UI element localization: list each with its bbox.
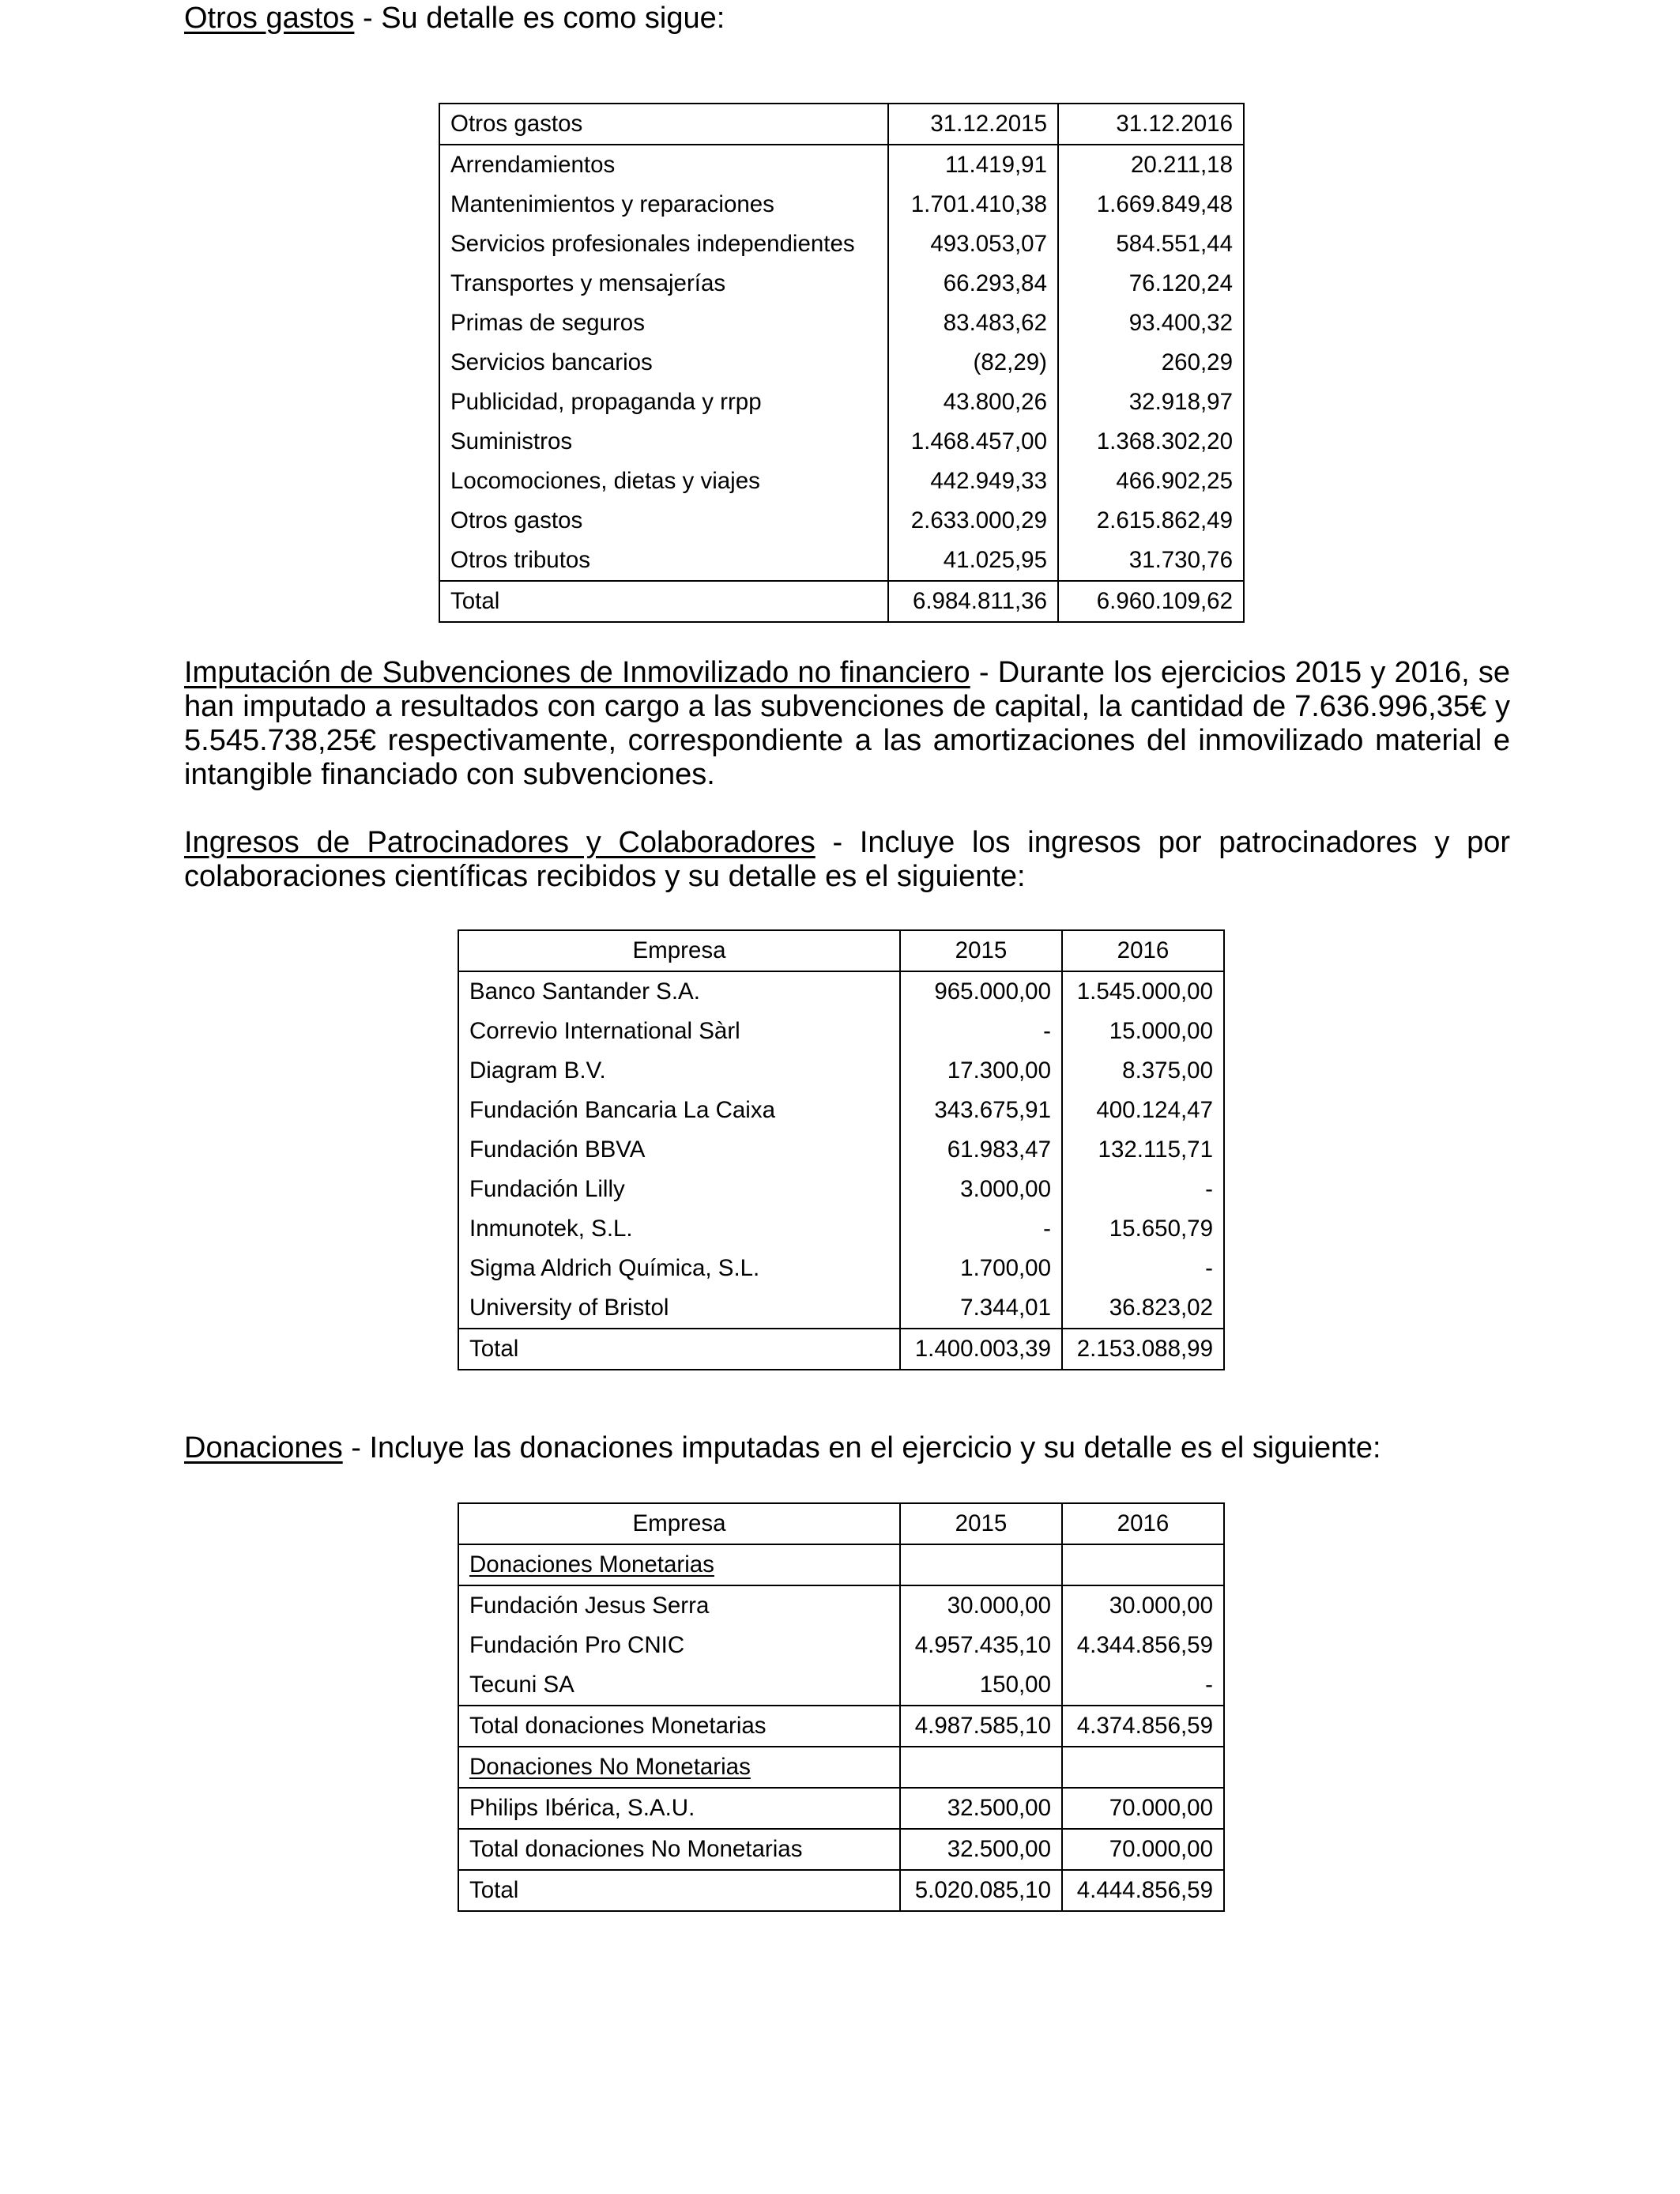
total-2015: 5.020.085,10 xyxy=(900,1870,1062,1911)
total-row xyxy=(439,581,1244,622)
value-2016: 8.375,00 xyxy=(1062,1051,1224,1091)
company-name: Inmunotek, S.L. xyxy=(469,1216,633,1242)
value-2016: 76.120,24 xyxy=(1058,264,1244,303)
section-row xyxy=(458,1544,1224,1585)
value-2015: 1.701.410,38 xyxy=(888,185,1058,224)
value-2015: 83.483,62 xyxy=(888,303,1058,343)
value-2015: 17.300,00 xyxy=(900,1051,1062,1091)
row-label: Otros gastos xyxy=(450,507,583,533)
total-2016: 4.444.856,59 xyxy=(1062,1870,1224,1911)
value-2015: 150,00 xyxy=(900,1665,1062,1706)
value-2015: 11.419,91 xyxy=(888,145,1058,185)
company-name: University of Bristol xyxy=(469,1295,669,1321)
value-2016: 4.344.856,59 xyxy=(1062,1626,1224,1665)
donaciones-heading: Donaciones xyxy=(184,1431,343,1465)
table-row xyxy=(439,264,1244,303)
value-2015: 2.633.000,29 xyxy=(888,501,1058,541)
section-label xyxy=(458,1747,900,1788)
value-2015: 7.344,01 xyxy=(900,1288,1062,1329)
value-2015: 30.000,00 xyxy=(900,1585,1062,1626)
value-2015: 3.000,00 xyxy=(900,1170,1062,1209)
value-2015: - xyxy=(900,1012,1062,1051)
company-name: Fundación BBVA xyxy=(469,1137,646,1163)
value-2016: 36.823,02 xyxy=(1062,1288,1224,1329)
table-row xyxy=(458,1585,1224,1626)
otros-gastos-intro: - Su detalle es como sigue: xyxy=(354,2,725,35)
company-name: Diagram B.V. xyxy=(469,1057,606,1084)
value-2016: 15.000,00 xyxy=(1062,1012,1224,1051)
value-2015: 493.053,07 xyxy=(888,224,1058,264)
value-2016: 466.902,25 xyxy=(1058,462,1244,501)
subtotal-2016: 70.000,00 xyxy=(1062,1829,1224,1870)
value-2016: 1.545.000,00 xyxy=(1062,971,1224,1012)
table-row xyxy=(439,541,1244,581)
company-name: Fundación Lilly xyxy=(469,1176,625,1202)
subtotal-2015: 32.500,00 xyxy=(900,1829,1062,1870)
header-cell: 2016 xyxy=(1062,1503,1224,1544)
value-2015: 343.675,91 xyxy=(900,1091,1062,1130)
patrocinadores-text: - Incluye los ingresos por patrocinadores y por colaboraciones científicas recibidos y su detalle es el siguiente: xyxy=(184,826,1510,893)
total-row xyxy=(458,1329,1224,1370)
company-name: Fundación Bancaria La Caixa xyxy=(469,1097,776,1123)
value-2015: (82,29) xyxy=(888,343,1058,383)
table-row xyxy=(458,1170,1224,1209)
value-2015: 32.500,00 xyxy=(900,1788,1062,1829)
table-row xyxy=(439,145,1244,185)
value-2016: 93.400,32 xyxy=(1058,303,1244,343)
row-label: Otros tributos xyxy=(450,547,591,573)
value-2016: 15.650,79 xyxy=(1062,1209,1224,1249)
otros-gastos-heading-line xyxy=(184,2,1510,36)
company-name: Correvio International Sàrl xyxy=(469,1018,740,1044)
imputacion-text: - Durante los ejercicios 2015 y 2016, se han imputado a resultados con cargo a las subvenciones de capital, la cantidad de 7.636.996,35€ y 5.545.738,25€ respectivamente, correspondiente a las amortizaciones del inmovilizado material e intangible financiado con subvenciones. xyxy=(184,656,1510,791)
table-row xyxy=(439,343,1244,383)
row-label: Arrendamientos xyxy=(439,145,888,185)
table-row xyxy=(458,1091,1224,1130)
table-row xyxy=(439,185,1244,224)
row-label: Publicidad, propaganda y rrpp xyxy=(450,389,762,415)
no-monetarias-label: Donaciones No Monetarias xyxy=(469,1754,751,1780)
value-2016: 30.000,00 xyxy=(1062,1585,1224,1626)
subtotal-2016: 4.374.856,59 xyxy=(1062,1706,1224,1747)
value-2015: 41.025,95 xyxy=(888,541,1058,581)
patrocinadores-table xyxy=(458,929,1225,1370)
table-row xyxy=(458,1288,1224,1329)
value-2016: - xyxy=(1062,1665,1224,1706)
donaciones-table xyxy=(458,1502,1225,1912)
header-cell: Empresa xyxy=(458,1503,900,1544)
value-2016: 400.124,47 xyxy=(1062,1091,1224,1130)
company-name: Fundación Jesus Serra xyxy=(458,1585,900,1626)
table-row xyxy=(439,501,1244,541)
table-row xyxy=(458,1209,1224,1249)
row-label: Total donaciones No Monetarias xyxy=(458,1829,900,1870)
value-2015: 1.468.457,00 xyxy=(888,422,1058,462)
value-2016: 2.615.862,49 xyxy=(1058,501,1244,541)
total-2015: 6.984.811,36 xyxy=(888,581,1058,622)
value-2015: 43.800,26 xyxy=(888,383,1058,422)
value-2016: 584.551,44 xyxy=(1058,224,1244,264)
section-row xyxy=(458,1747,1224,1788)
header-cell: Otros gastos xyxy=(450,111,583,137)
header-cell: 31.12.2016 xyxy=(1058,104,1244,145)
row-label: Servicios profesionales independientes xyxy=(450,231,855,257)
header-cell: 2015 xyxy=(900,1503,1062,1544)
value-2015: 61.983,47 xyxy=(900,1130,1062,1170)
table-header-row xyxy=(458,1503,1224,1544)
value-2016: 1.669.849,48 xyxy=(1058,185,1244,224)
company-name: Banco Santander S.A. xyxy=(458,971,900,1012)
value-2016: 32.918,97 xyxy=(1058,383,1244,422)
value-2016: 260,29 xyxy=(1058,343,1244,383)
monetarias-label: Donaciones Monetarias xyxy=(469,1551,714,1578)
table-row xyxy=(439,422,1244,462)
company-name: Sigma Aldrich Química, S.L. xyxy=(469,1255,760,1281)
patrocinadores-heading: Ingresos de Patrocinadores y Colaboradores xyxy=(184,826,816,859)
table-row xyxy=(458,1626,1224,1665)
subtotal-row xyxy=(458,1829,1224,1870)
header-cell: Empresa xyxy=(632,937,726,963)
company-name: Tecuni SA xyxy=(458,1665,900,1706)
company-name: Philips Ibérica, S.A.U. xyxy=(458,1788,900,1829)
table-row xyxy=(458,1249,1224,1288)
header-cell: 2015 xyxy=(900,930,1062,971)
table-row xyxy=(458,971,1224,1012)
total-2015: 1.400.003,39 xyxy=(900,1329,1062,1370)
row-label: Total xyxy=(439,581,888,622)
row-label: Total xyxy=(458,1870,900,1911)
table-header-row xyxy=(458,930,1224,971)
value-2016: 1.368.302,20 xyxy=(1058,422,1244,462)
imputacion-paragraph xyxy=(184,656,1510,792)
header-cell: 2016 xyxy=(1062,930,1224,971)
total-2016: 2.153.088,99 xyxy=(1062,1329,1224,1370)
subtotal-row xyxy=(458,1706,1224,1747)
value-2015: 66.293,84 xyxy=(888,264,1058,303)
otros-gastos-table xyxy=(439,103,1245,623)
table-row xyxy=(458,1130,1224,1170)
section-label xyxy=(458,1544,900,1585)
table-header-row xyxy=(439,104,1244,145)
table-row xyxy=(458,1051,1224,1091)
value-2015: 442.949,33 xyxy=(888,462,1058,501)
total-row xyxy=(458,1870,1224,1911)
total-2016: 6.960.109,62 xyxy=(1058,581,1244,622)
patrocinadores-paragraph xyxy=(184,826,1510,894)
header-cell: 31.12.2015 xyxy=(888,104,1058,145)
table-row xyxy=(439,383,1244,422)
row-label: Mantenimientos y reparaciones xyxy=(450,191,774,217)
value-2016: - xyxy=(1062,1249,1224,1288)
row-label: Transportes y mensajerías xyxy=(450,270,726,296)
donaciones-heading-line xyxy=(184,1431,1510,1465)
value-2016: 132.115,71 xyxy=(1062,1130,1224,1170)
row-label: Suministros xyxy=(450,428,573,454)
table-row xyxy=(458,1788,1224,1829)
donaciones-text: - Incluye las donaciones imputadas en el ejercicio y su detalle es el siguiente: xyxy=(342,1431,1381,1465)
row-label: Servicios bancarios xyxy=(450,349,653,375)
row-label: Total xyxy=(458,1329,900,1370)
row-label: Primas de seguros xyxy=(450,310,645,336)
table-row xyxy=(439,224,1244,264)
imputacion-heading: Imputación de Subvenciones de Inmovilizado no financiero xyxy=(184,656,970,689)
value-2016: 70.000,00 xyxy=(1062,1788,1224,1829)
table-row xyxy=(439,303,1244,343)
otros-gastos-heading: Otros gastos xyxy=(184,2,355,35)
row-label: Locomociones, dietas y viajes xyxy=(450,468,760,494)
value-2015: - xyxy=(900,1209,1062,1249)
value-2016: 31.730,76 xyxy=(1058,541,1244,581)
value-2016: 20.211,18 xyxy=(1058,145,1244,185)
value-2015: 4.957.435,10 xyxy=(900,1626,1062,1665)
table-row xyxy=(439,462,1244,501)
row-label: Total donaciones Monetarias xyxy=(458,1706,900,1747)
value-2016: - xyxy=(1062,1170,1224,1209)
value-2015: 965.000,00 xyxy=(900,971,1062,1012)
table-row xyxy=(458,1665,1224,1706)
company-name: Fundación Pro CNIC xyxy=(458,1626,900,1665)
subtotal-2015: 4.987.585,10 xyxy=(900,1706,1062,1747)
table-row xyxy=(458,1012,1224,1051)
value-2015: 1.700,00 xyxy=(900,1249,1062,1288)
